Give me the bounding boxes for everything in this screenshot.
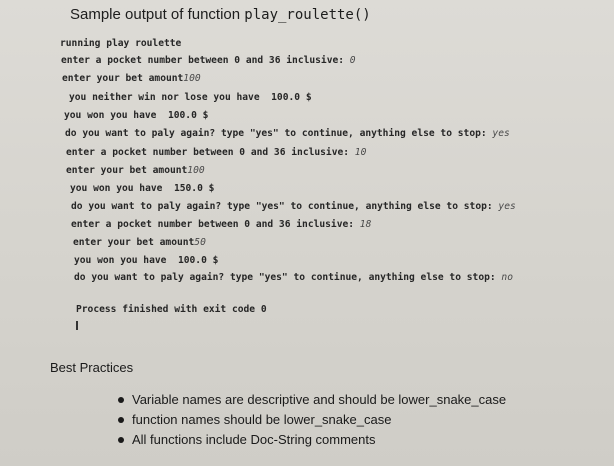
bullet-icon xyxy=(118,437,124,443)
console-line: do you want to paly again? type "yes" to continue, anything else to stop: no xyxy=(74,272,513,283)
console-line: enter a pocket number between 0 and 36 inclusive: 18 xyxy=(71,219,372,230)
console-line: Process finished with exit code 0 xyxy=(76,304,267,315)
best-practices-heading: Best Practices xyxy=(50,360,134,375)
console-line: do you want to paly again? type "yes" to continue, anything else to stop: yes xyxy=(71,201,516,212)
bullet-icon xyxy=(118,397,124,403)
console-line: you won you have 100.0 $ xyxy=(74,255,219,266)
text-cursor xyxy=(76,321,78,330)
console-line: enter your bet amount100 xyxy=(66,165,205,176)
console-line: enter a pocket number between 0 and 36 inclusive: 0 xyxy=(61,55,356,66)
console-line: do you want to paly again? type "yes" to continue, anything else to stop: yes xyxy=(65,128,510,139)
console-line: enter a pocket number between 0 and 36 inclusive: 10 xyxy=(66,147,367,158)
title-function-name: play_roulette() xyxy=(244,7,371,23)
title-prefix: Sample output of function xyxy=(70,6,245,23)
console-line: you won you have 150.0 $ xyxy=(70,183,215,194)
bullet-icon xyxy=(118,417,124,423)
document-page: Sample output of function play_roulette() running play roulette enter a pocket number between 0 and 36 inclusive: 0 enter your bet amount100 you neither win nor lose you have 100.0 $ you won you have 100.0 $ do you want to paly again? type "yes" to continue, anything else to stop: yes enter a pocket number between 0 and 36 inclusive: 10 enter your bet amount100 you won you have 150.0 $ do you want to paly again? type "yes" to continue, anything else to stop: yes enter a pocket number between 0 and 36 inclusive: 18 enter your bet amount50 you won you have 100.0 $ do you want to paly again? type "yes" to continue, anything else to stop: no Process finished with exit code 0 Best Practices Variable names are descriptive and should be lower_snake_case function names should be lower_snake_case All functions include Doc-String comments xyxy=(0,0,614,466)
console-line: enter your bet amount50 xyxy=(73,237,206,248)
page-title xyxy=(70,6,371,23)
console-line: enter your bet amount100 xyxy=(62,73,201,84)
console-line: you won you have 100.0 $ xyxy=(64,110,209,121)
console-line: running play roulette xyxy=(60,38,182,49)
console-line: you neither win nor lose you have 100.0 $ xyxy=(69,92,312,103)
